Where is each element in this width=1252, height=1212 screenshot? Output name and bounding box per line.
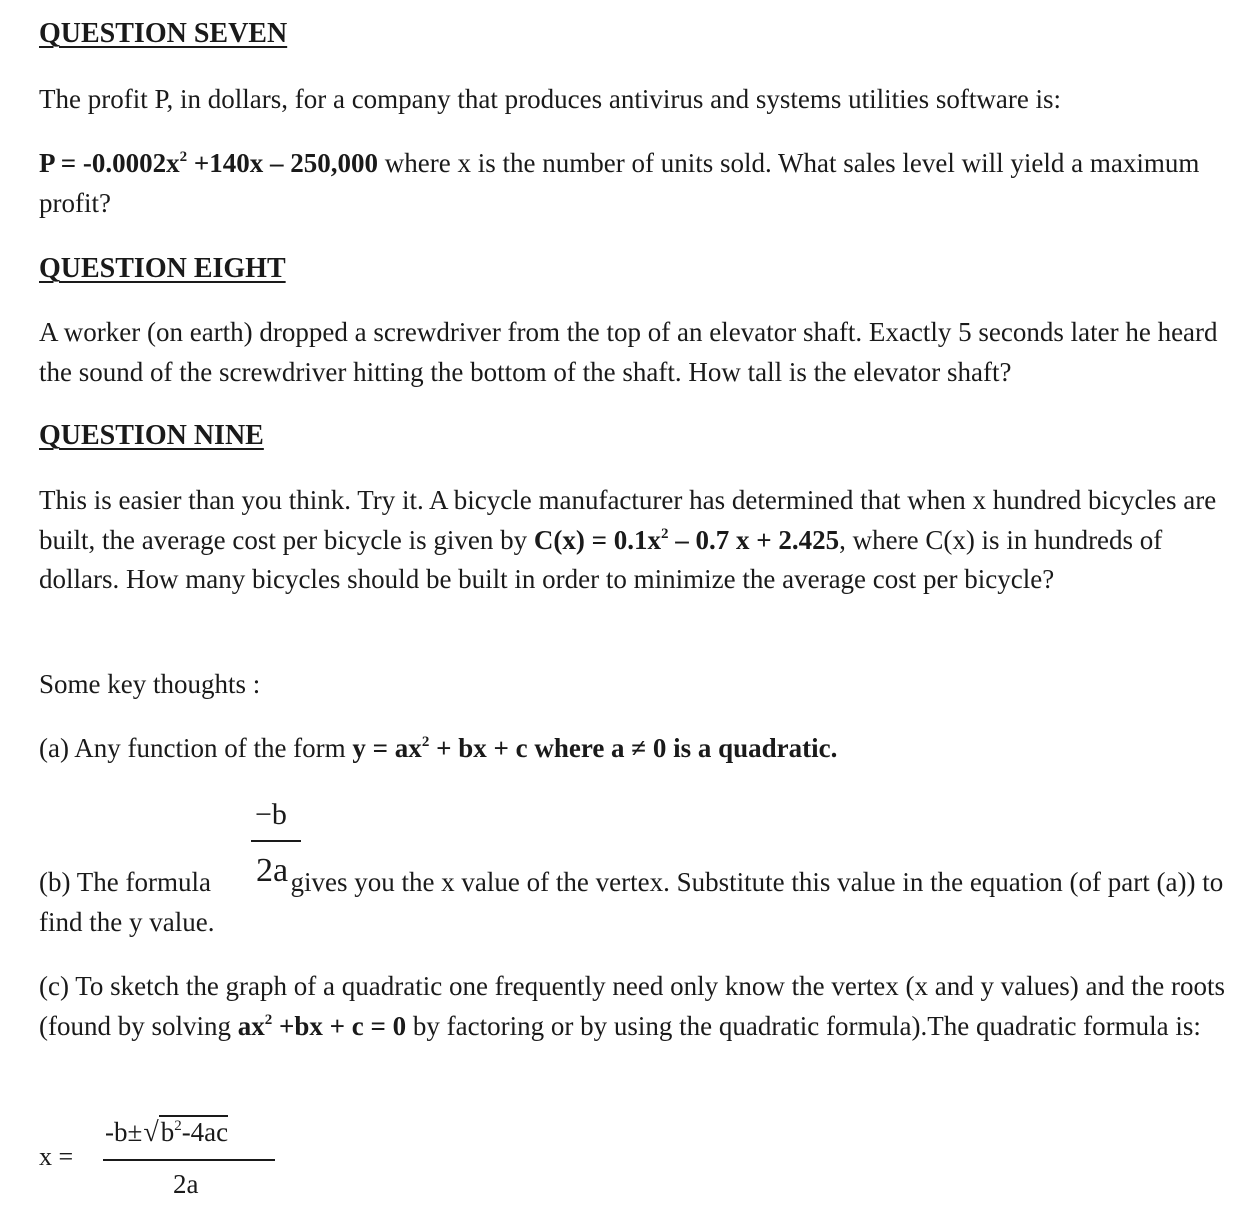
quadratic-form-equation [352, 733, 837, 763]
question-nine-heading: QUESTION NINE [39, 420, 264, 451]
question-eight-text: A worker (on earth) dropped a screwdriver from the top of an elevator shaft. Exactly 5 seconds later he heard the sound of the screwdriver hitting the bottom of the shaft. How tall is the elevator shaft? [39, 317, 1218, 387]
question-seven-heading: QUESTION SEVEN [39, 18, 288, 49]
quadratic-equation-exponent: 2 [264, 1011, 273, 1028]
quadratic-formula-denominator: 2a [173, 1169, 199, 1199]
quadratic-formula-bar [103, 1159, 275, 1161]
quadratic-equation-rest: +bx + c = 0 [272, 1010, 407, 1041]
question-nine-text-end: , where C(x) is in hundreds of dollars. How many bicycles should be built in order to minimize the average cost per bicycle? [39, 524, 1163, 594]
profit-equation-term: P = -0.0002x [39, 148, 180, 178]
profit-equation-exponent: 2 [179, 149, 188, 165]
cost-equation [534, 525, 839, 555]
thought-c-text-start: (c) To sketch the graph of a quadratic one frequently need only know the vertex (x and y values) and the roots (found by solving [39, 971, 1225, 1041]
vertex-formula-numerator: −b [255, 798, 287, 831]
radicand-rest: -4ac [181, 1117, 229, 1147]
quadratic-equation-term: ax [237, 1010, 265, 1041]
key-thoughts-intro: Some key thoughts : [39, 669, 261, 699]
question-nine-text-start: This is easier than you think. Try it. A bicycle manufacturer has determined that when x hundred bicycles are built, the average cost per bicycle is given by [39, 485, 1217, 555]
quadratic-form-rest: + bx + c where a ≠ 0 is a quadratic. [429, 733, 838, 763]
quadratic-formula-lhs: x = [39, 1142, 74, 1171]
square-root-sign: √ [143, 1117, 159, 1148]
question-nine-body [39, 481, 1229, 600]
thought-a [39, 729, 1229, 769]
thought-b [39, 863, 1229, 942]
radicand-base: b [160, 1117, 175, 1147]
radicand [159, 1115, 228, 1147]
quadratic-formula-numerator [105, 1114, 228, 1151]
thought-b-text-start: (b) The formula [39, 867, 218, 897]
cost-equation-rest: – 0.7 x + 2.425 [668, 524, 840, 555]
thought-b-text-end: gives you the x value of the vertex. Substitute this value in the equation (of part (a)) to find the y value. [39, 867, 1224, 937]
numerator-prefix: -b± [105, 1117, 143, 1147]
thought-a-text: (a) Any function of the form [39, 733, 353, 763]
quadratic-equation [238, 1011, 406, 1041]
quadratic-form-term: y = ax [352, 733, 422, 763]
cost-equation-term: C(x) = 0.1x [533, 524, 661, 555]
question-seven-text: where x is the number of units sold. What sales level will yield a maximum profit? [39, 148, 1200, 218]
fraction-bar [251, 840, 301, 842]
quadratic-form-exponent: 2 [421, 734, 430, 750]
question-seven-body [39, 144, 1229, 223]
profit-equation [39, 148, 378, 178]
thought-c [39, 967, 1229, 1046]
question-eight-heading: QUESTION EIGHT [39, 253, 286, 284]
vertex-formula-denominator: 2a [256, 852, 289, 889]
quadratic-formula [39, 1100, 299, 1210]
question-seven-intro: The profit P, in dollars, for a company that produces antivirus and systems utilities software is: [39, 84, 1062, 114]
cost-equation-exponent: 2 [660, 525, 669, 542]
thought-c-text-end: by factoring or by using the quadratic formula).The quadratic formula is: [406, 1010, 1201, 1041]
radicand-exponent: 2 [174, 1118, 182, 1134]
profit-equation-rest: +140x – 250,000 [187, 148, 379, 178]
